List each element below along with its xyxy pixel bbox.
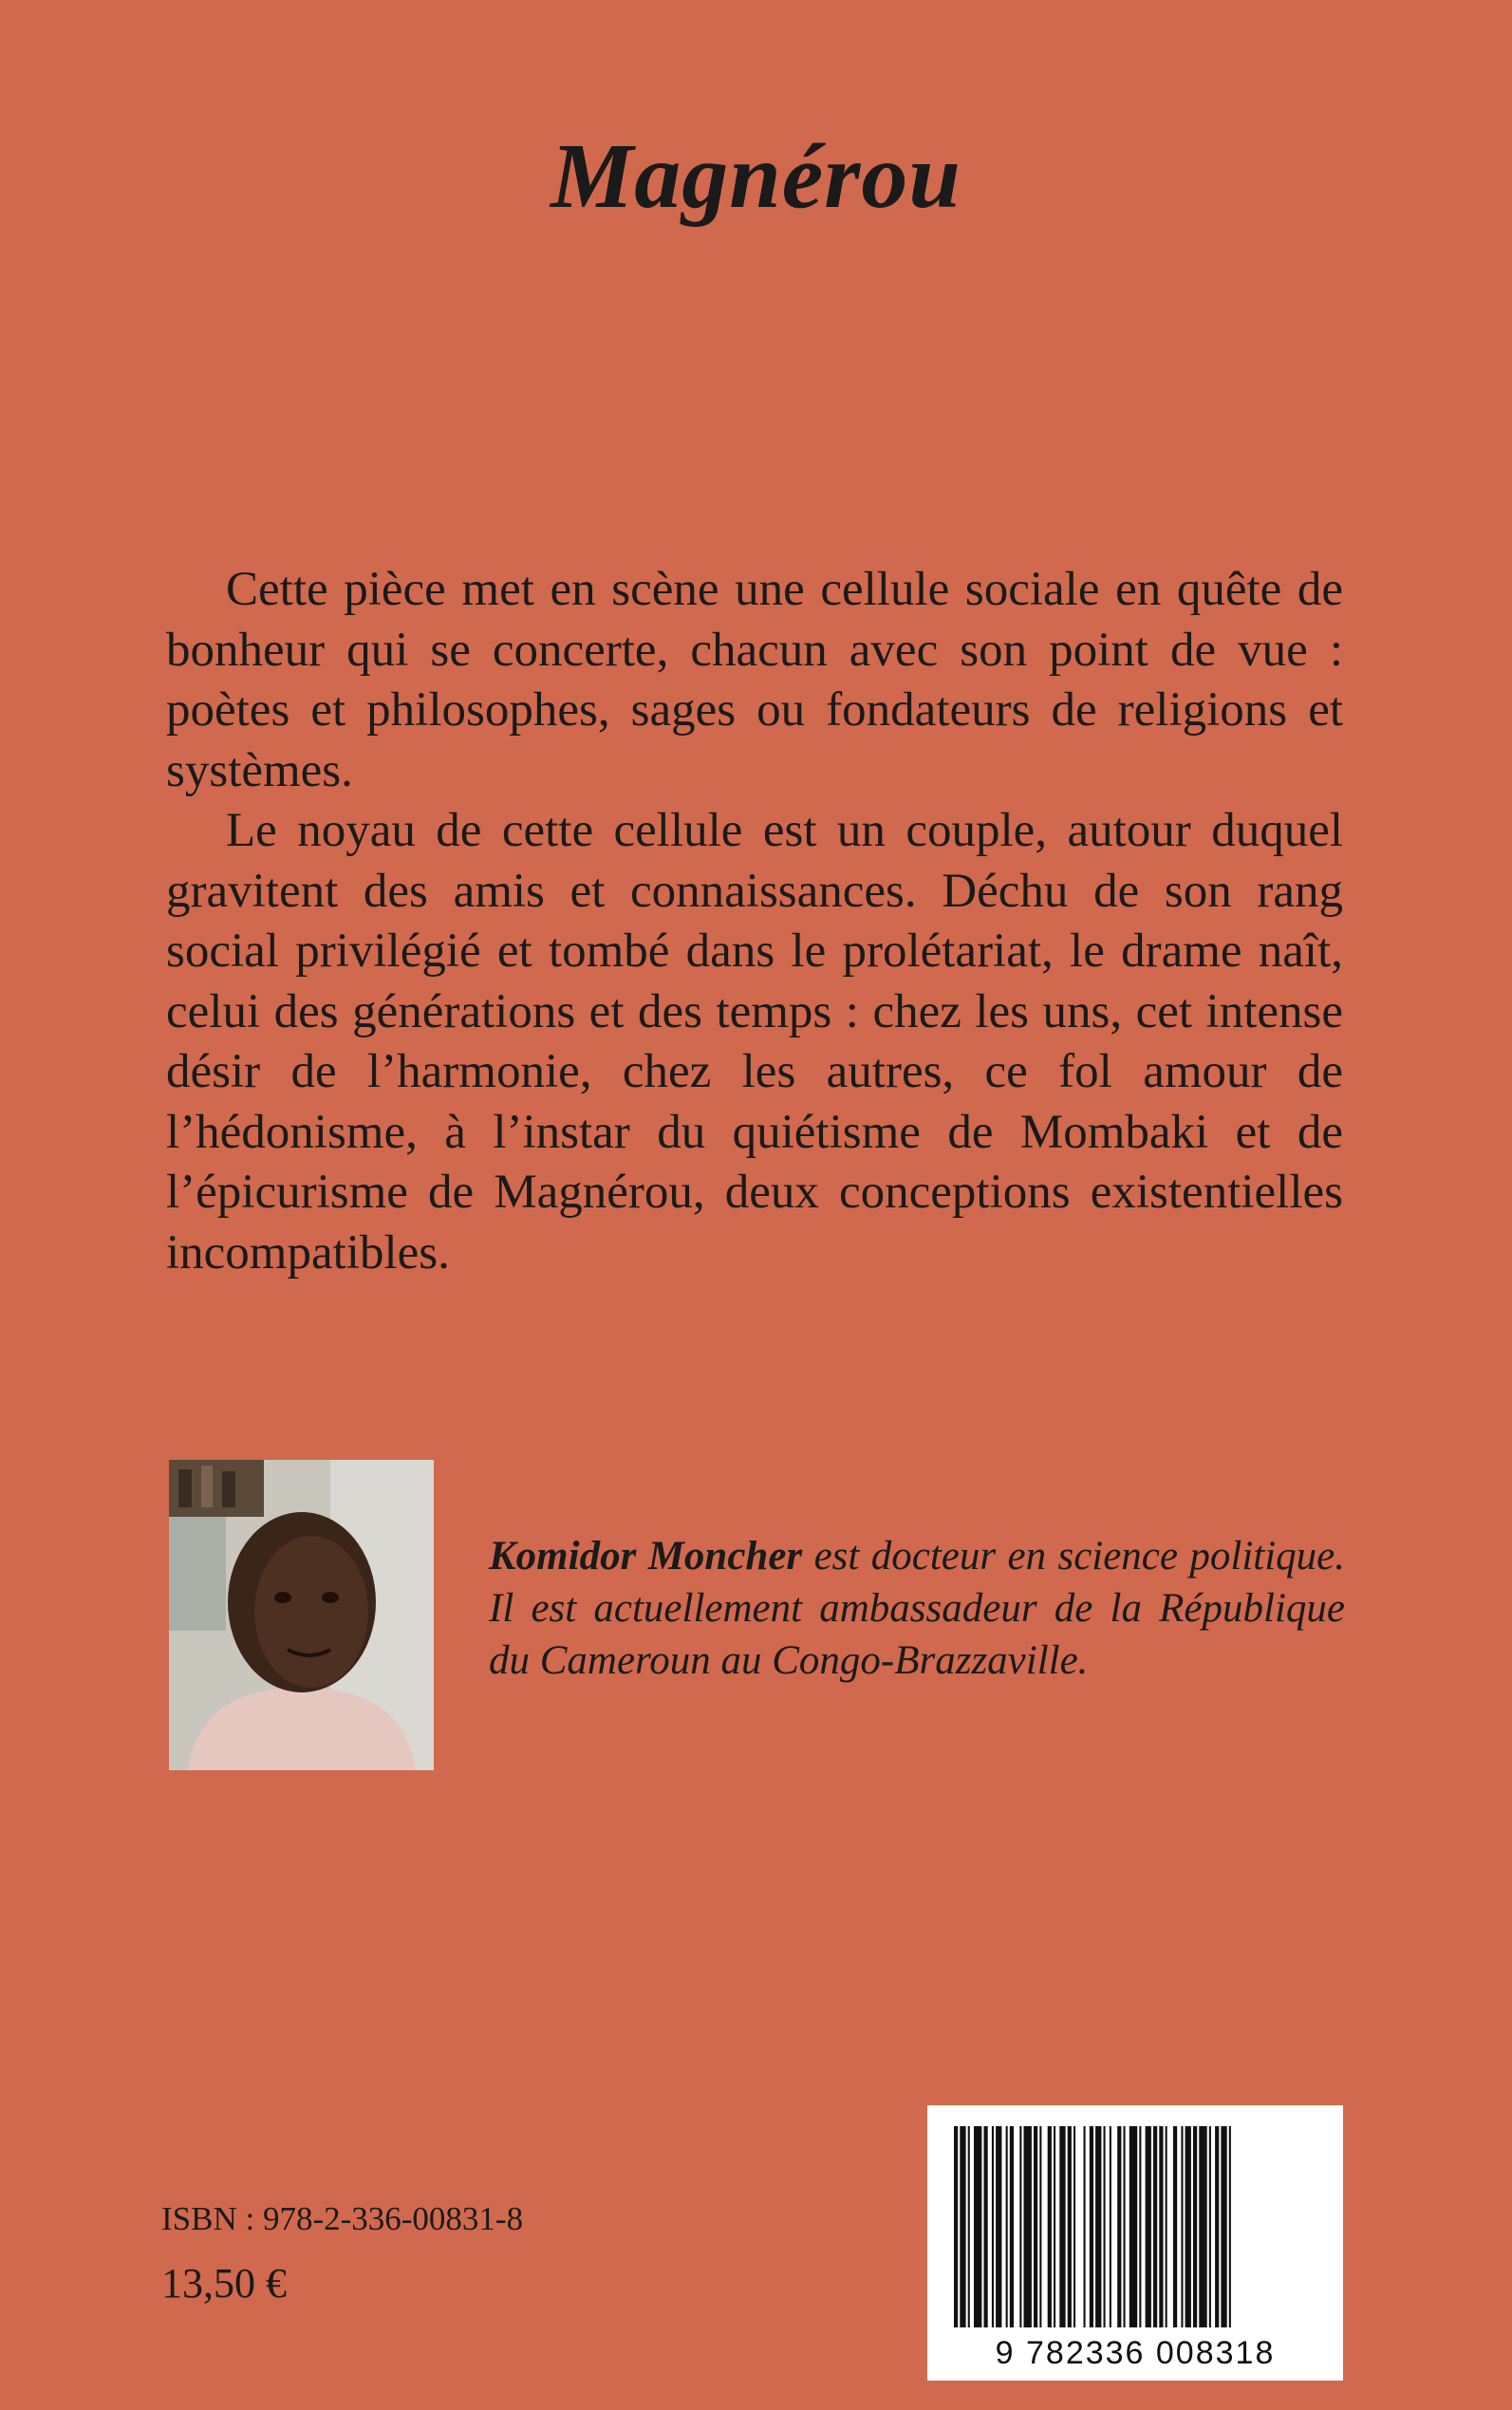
barcode-bar bbox=[1104, 2126, 1106, 2327]
price: 13,50 € bbox=[161, 2260, 287, 2307]
barcode-bar bbox=[1124, 2126, 1126, 2327]
book-title: Magnérou bbox=[551, 125, 961, 228]
barcode-bar bbox=[1084, 2126, 1086, 2327]
barcode-bar bbox=[1215, 2126, 1219, 2327]
barcode-bar bbox=[1059, 2126, 1065, 2327]
barcode-bar bbox=[1139, 2126, 1141, 2327]
author-bio bbox=[489, 1530, 1345, 1687]
barcode-bar bbox=[1129, 2126, 1137, 2327]
barcode-bar bbox=[1199, 2126, 1206, 2327]
barcode-bar bbox=[1181, 2126, 1183, 2327]
barcode bbox=[927, 2105, 1343, 2381]
barcode-bar bbox=[1054, 2126, 1055, 2327]
barcode-bar bbox=[1173, 2126, 1177, 2327]
barcode-bar bbox=[1010, 2126, 1014, 2327]
barcode-bar bbox=[1048, 2126, 1052, 2327]
barcode-bar bbox=[1159, 2126, 1163, 2327]
barcode-bar bbox=[1068, 2126, 1072, 2327]
barcode-bar bbox=[1117, 2126, 1121, 2327]
synopsis-paragraph: Le noyau de cette cellule est un couple, autour duquel gravitent des amis et connaissances. Déchu de son rang social privilégié et tombé dans le prolétariat, le drame naît, celui des générations et des temps : chez les uns, cet intense désir de l’harmonie, chez les autres, ce fol amour de l’hédonisme, à l’instar du quiétisme de Mombaki et de l’épicurisme de Magnérou, deux conceptions existentielles incompatibles. bbox=[166, 804, 1343, 1280]
barcode-bar bbox=[1095, 2126, 1101, 2327]
barcode-bar bbox=[1185, 2126, 1191, 2327]
barcode-bar bbox=[1221, 2126, 1226, 2327]
barcode-bar bbox=[1073, 2126, 1075, 2327]
barcode-bar bbox=[996, 2126, 1001, 2327]
barcode-bar bbox=[984, 2126, 988, 2327]
barcode-bar bbox=[974, 2126, 981, 2327]
barcode-bar bbox=[1039, 2126, 1041, 2327]
barcode-bar bbox=[1024, 2126, 1032, 2327]
barcode-bar bbox=[1090, 2126, 1093, 2327]
barcode-bar bbox=[1110, 2126, 1111, 2327]
barcode-bar bbox=[1146, 2126, 1151, 2327]
author-bio-text: est docteur en science politique. Il est actuellement ambassadeur de la République du Cameroun au Congo-Brazzaville. bbox=[489, 1534, 1345, 1683]
barcode-bar bbox=[1209, 2126, 1211, 2327]
barcode-bar bbox=[1166, 2126, 1167, 2327]
barcode-bar bbox=[992, 2126, 994, 2327]
barcode-bar bbox=[960, 2126, 965, 2327]
synopsis-paragraph: Cette pièce met en scène une cellule sociale en quête de bonheur qui se concerte, chacun avec son point de vue : poètes et philosophes, sages ou fondateurs de religions et systèmes. bbox=[166, 563, 1343, 797]
barcode-digits: 9 782336 008318 bbox=[995, 2335, 1276, 2371]
author-photo bbox=[169, 1460, 434, 1770]
barcode-bar bbox=[1153, 2126, 1157, 2327]
barcode-bar bbox=[1193, 2126, 1197, 2327]
barcode-bar bbox=[1006, 2126, 1008, 2327]
isbn: ISBN : 978-2-336-00831-8 bbox=[161, 2200, 524, 2237]
barcode-bar bbox=[1019, 2126, 1021, 2327]
author-name: Komidor Moncher bbox=[489, 1534, 803, 1579]
barcode-bar bbox=[1229, 2126, 1231, 2327]
barcode-bar bbox=[1034, 2126, 1037, 2327]
barcode-bar bbox=[968, 2126, 970, 2327]
synopsis bbox=[166, 560, 1343, 1283]
barcode-bar bbox=[954, 2126, 958, 2327]
